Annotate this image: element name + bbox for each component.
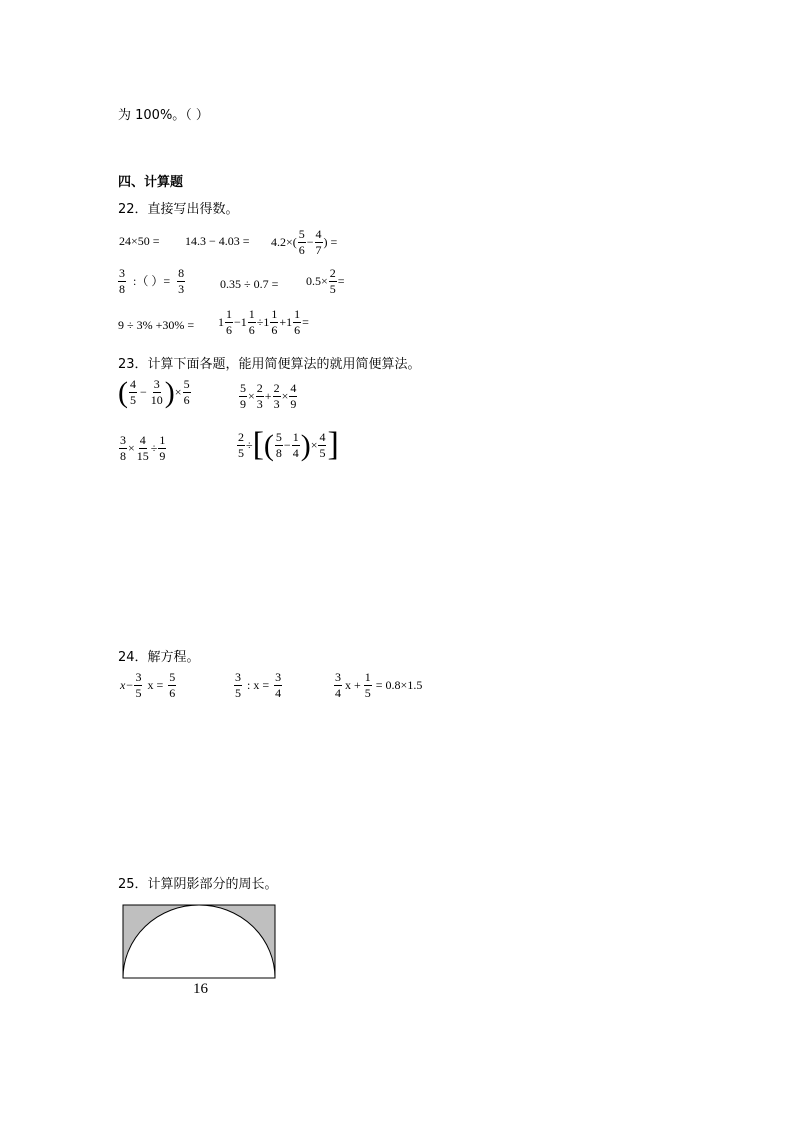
- q22-expr-8: [218, 308, 309, 336]
- fraction: [129, 378, 137, 406]
- expr-text: −: [283, 438, 291, 453]
- q23-expr-b: [238, 382, 298, 410]
- fraction: [118, 267, 126, 295]
- numerator: 5: [183, 377, 190, 391]
- expr-text: :（ ）=: [133, 274, 171, 289]
- denominator: 6: [169, 685, 176, 700]
- q22-title: 22．直接写出得数。: [118, 202, 239, 217]
- fraction: [239, 382, 247, 410]
- numerator: 1: [159, 433, 166, 447]
- expr-text: ×: [281, 389, 289, 404]
- numerator: 8: [178, 266, 185, 280]
- expr-text: x =: [147, 678, 164, 693]
- denominator: 6: [271, 322, 278, 337]
- q23-title: 23．计算下面各题，能用简便算法的就用简便算法。: [118, 357, 421, 372]
- numerator: 3: [275, 670, 282, 684]
- expr-text: −: [140, 385, 147, 400]
- denominator: 5: [329, 281, 336, 296]
- fraction: [274, 671, 282, 699]
- numerator: 1: [292, 430, 299, 445]
- expr-text: x +: [345, 678, 361, 693]
- denominator: 3: [256, 396, 263, 411]
- fraction: [168, 671, 176, 699]
- numerator: 2: [256, 381, 263, 395]
- fraction: [329, 267, 337, 295]
- numerator: 1: [248, 307, 255, 321]
- fraction: [334, 671, 342, 699]
- denominator: 8: [275, 445, 282, 460]
- left-bracket: [: [252, 426, 264, 463]
- expr-text: : x =: [247, 678, 270, 693]
- denominator: 6: [294, 322, 301, 337]
- expr-text: =: [337, 274, 345, 289]
- numerator: 1: [364, 670, 371, 684]
- q22-expr-5: 0.35 ÷ 0.7 =: [220, 277, 279, 291]
- denominator: 4: [275, 685, 282, 700]
- fraction: [150, 378, 164, 406]
- fraction: [134, 671, 142, 699]
- expr-text: ×: [310, 438, 318, 453]
- left-paren: (: [263, 428, 274, 462]
- fraction: [293, 308, 301, 336]
- denominator: 9: [159, 448, 166, 463]
- figure-label: 16: [193, 981, 208, 997]
- q24-expr-c: [333, 671, 422, 699]
- numerator: 5: [275, 430, 282, 445]
- q25-title: 25．计算阴影部分的周长。: [118, 877, 278, 892]
- left-paren: (: [118, 375, 128, 409]
- fraction: [225, 308, 233, 336]
- fraction: [289, 382, 297, 410]
- expr-text: ×: [174, 385, 182, 400]
- denominator: 10: [150, 392, 163, 407]
- expr-text: ÷: [246, 438, 253, 453]
- fraction: [273, 382, 281, 410]
- numerator: 5: [169, 670, 176, 684]
- expr-text: 4.2×(: [271, 235, 297, 250]
- right-paren: ): [164, 375, 175, 409]
- q22-expr-7: 9 ÷ 3% +30% =: [118, 318, 195, 332]
- denominator: 5: [364, 685, 371, 700]
- expr-text: −1: [234, 315, 247, 330]
- denominator: 8: [120, 448, 126, 463]
- numerator: 1: [271, 307, 278, 321]
- right-bracket: ]: [327, 426, 339, 463]
- continued-question-line: 为 100%。（ ）: [118, 108, 209, 123]
- numerator: 2: [273, 381, 280, 395]
- shaded-figure: [118, 900, 284, 982]
- fraction: [270, 308, 278, 336]
- fraction: [234, 671, 242, 699]
- expr-text: ÷: [150, 441, 158, 456]
- q23-expr-c: [118, 434, 167, 462]
- q22-expr-1: 24×50 =: [119, 234, 160, 248]
- denominator: 3: [178, 281, 185, 296]
- denominator: 3: [273, 396, 280, 411]
- denominator: 5: [238, 445, 244, 460]
- expr-text: −: [306, 235, 314, 250]
- numerator: 2: [238, 430, 244, 445]
- right-paren: ): [300, 428, 311, 462]
- numerator: 4: [290, 381, 297, 395]
- fraction: [136, 434, 150, 462]
- numerator: 2: [329, 266, 336, 280]
- fraction: [177, 267, 185, 295]
- denominator: 4: [335, 685, 341, 700]
- fraction: [275, 431, 283, 459]
- denominator: 5: [135, 685, 142, 700]
- expr-text: x−: [120, 678, 134, 693]
- numerator: 5: [298, 227, 305, 241]
- denominator: 9: [240, 396, 246, 411]
- numerator: 1: [294, 307, 301, 321]
- denominator: 6: [248, 322, 255, 337]
- numerator: 4: [315, 227, 322, 241]
- denominator: 5: [235, 685, 241, 700]
- expr-text: ×: [248, 389, 255, 404]
- numerator: 3: [335, 670, 341, 684]
- expr-text: = 0.8×1.5: [375, 678, 423, 693]
- expr-text: ÷1: [256, 315, 270, 330]
- fraction: [298, 228, 306, 256]
- denominator: 4: [292, 445, 299, 460]
- expr-text: ×: [128, 441, 135, 456]
- numerator: 5: [240, 381, 246, 395]
- denominator: 8: [119, 281, 125, 296]
- numerator: 1: [226, 307, 232, 321]
- expr-text: 0.5×: [306, 274, 328, 289]
- q22-expr-6: [306, 267, 345, 295]
- numerator: 3: [120, 433, 126, 447]
- expr-text: +1: [279, 315, 293, 330]
- q22-expr-3: [271, 228, 337, 256]
- fraction: [237, 431, 245, 459]
- fraction: [318, 431, 326, 459]
- fraction: [364, 671, 372, 699]
- denominator: 15: [136, 448, 149, 463]
- numerator: 4: [319, 430, 326, 445]
- numerator: 3: [135, 670, 142, 684]
- expr-text: ) =: [323, 235, 338, 250]
- numerator: 3: [153, 377, 160, 391]
- denominator: 9: [290, 396, 297, 411]
- numerator: 3: [119, 266, 125, 280]
- q23-expr-a: [118, 375, 192, 409]
- q24-expr-b: [233, 671, 283, 699]
- fraction: [292, 431, 300, 459]
- q24-expr-a: [120, 671, 177, 699]
- denominator: 6: [298, 242, 305, 257]
- numerator: 3: [235, 670, 241, 684]
- q22-expr-2: 14.3 − 4.03 =: [185, 234, 250, 248]
- expr-text: =: [302, 315, 309, 330]
- fraction: [183, 378, 191, 406]
- fraction: [315, 228, 323, 256]
- section-title: 四、计算题: [118, 175, 184, 190]
- expr-text: 1: [218, 315, 224, 330]
- denominator: 6: [226, 322, 232, 337]
- numerator: 4: [139, 433, 146, 447]
- expr-text: +: [264, 389, 272, 404]
- denominator: 6: [183, 392, 190, 407]
- q22-expr-4: [117, 267, 186, 295]
- denominator: 5: [319, 445, 326, 460]
- fraction: [158, 434, 166, 462]
- q24-title: 24．解方程。: [118, 650, 200, 665]
- fraction: [256, 382, 264, 410]
- fraction: [248, 308, 256, 336]
- denominator: 7: [315, 242, 322, 257]
- fraction: [119, 434, 127, 462]
- denominator: 5: [130, 392, 136, 407]
- numerator: 4: [130, 377, 136, 391]
- q23-expr-d: [236, 426, 339, 463]
